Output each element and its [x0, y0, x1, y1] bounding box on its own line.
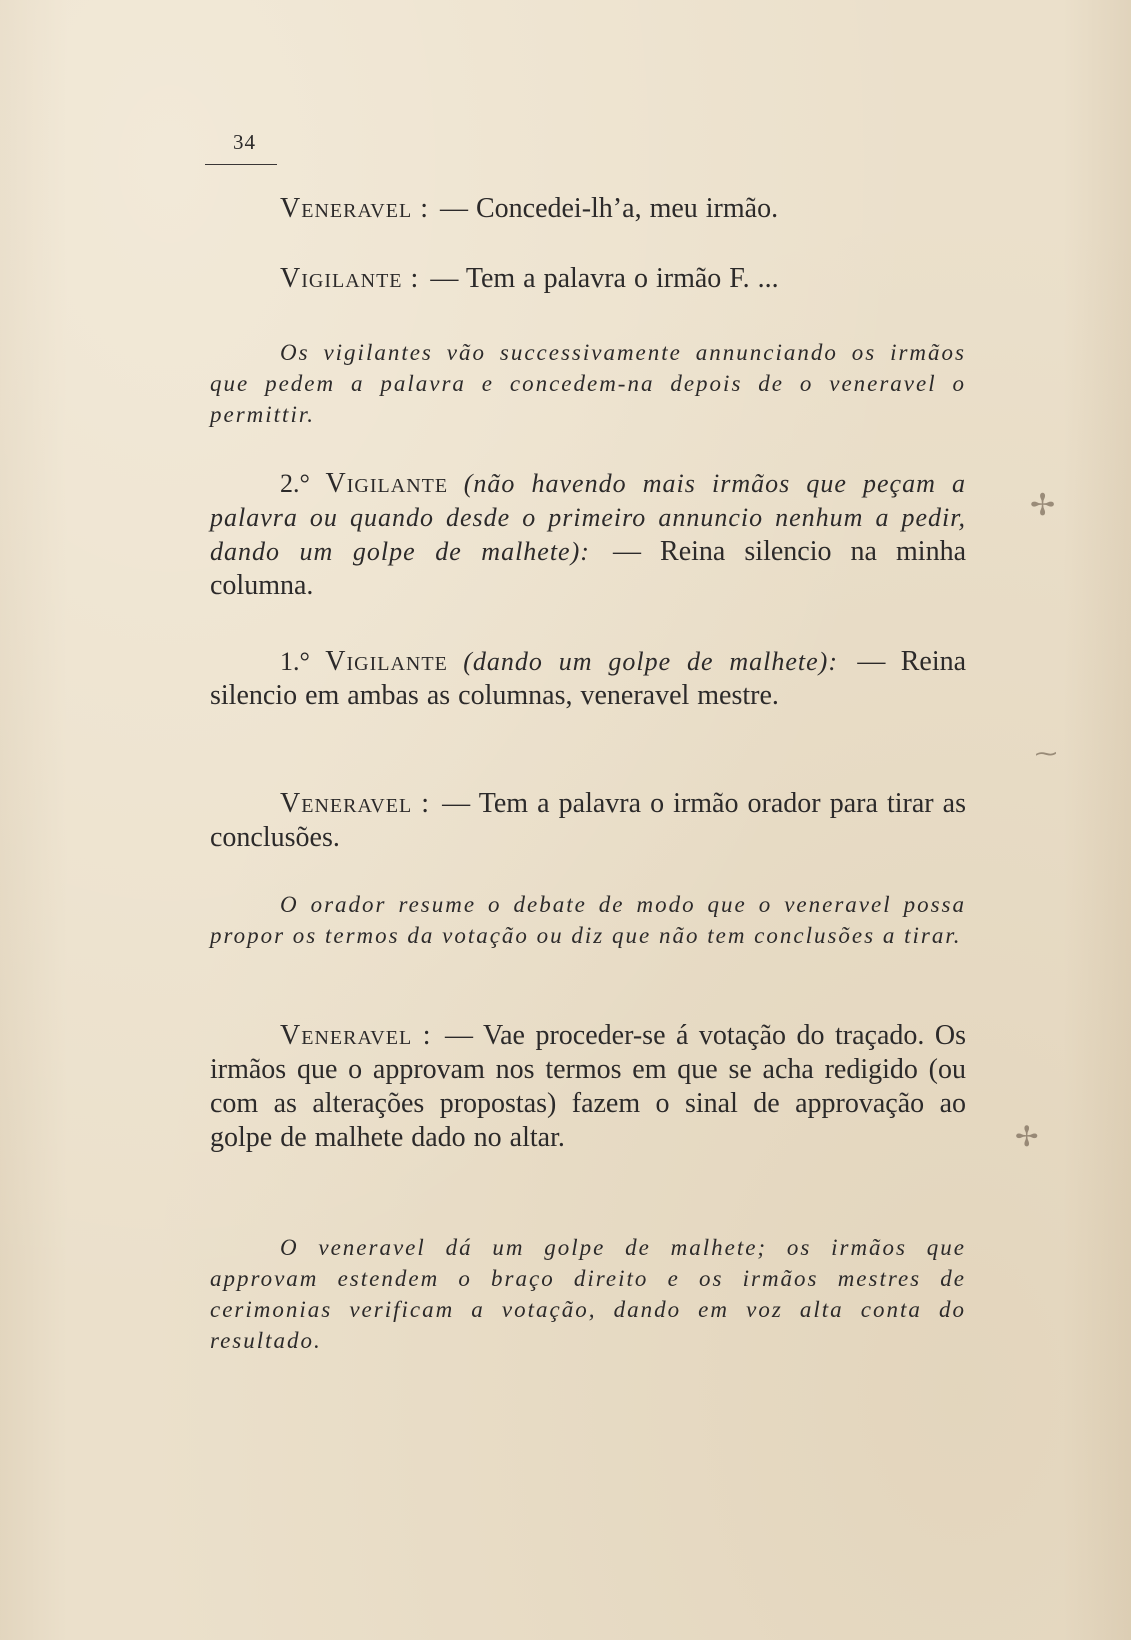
speech-dash: — [439, 193, 468, 224]
speech-text: Reina silencio em ambas as columnas, veneravel mestre. [210, 646, 967, 711]
speech-dash: — [857, 646, 886, 677]
page-number: 34 [233, 130, 256, 154]
speech-dash: — [445, 1020, 473, 1051]
speech-text: Vae proceder-se á votação do traçado. Os irmãos que o approvam nos termos em que se acha redigido (ou com as alterações propostas) fazem o sinal de approvação ao golpe de malhete dado no altar. [210, 1020, 967, 1153]
speaker-name: Vigilante [280, 263, 403, 294]
speech-text: Concedei-lh’a, meu irmão. [475, 193, 779, 224]
speech-dash: — [612, 536, 641, 567]
dialogue-line [210, 467, 966, 603]
dialogue-line [210, 1019, 966, 1155]
ordinal-number: 2.° [280, 469, 310, 498]
dialogue-line [210, 262, 966, 296]
speaker-name: Veneravel [280, 788, 413, 819]
inline-direction: (dando um golpe de malhete): [463, 647, 838, 676]
dialogue-line [210, 645, 966, 713]
speech-text: Reina silencio na minha columna. [210, 536, 967, 601]
stage-direction: O orador resume o debate de modo que o veneravel possa propor os termos da votação ou diz que não tem conclusões a tirar. [210, 892, 966, 948]
page-number-rule [205, 164, 277, 165]
paper-stain-mark: ⁓ [1035, 742, 1057, 767]
paper-stain-mark: ✢ [1030, 488, 1056, 523]
stage-direction: O veneravel dá um golpe de malhete; os irmãos que approvam estendem o braço direito e os irmãos mestres de cerimonias verificam a votação, dando em voz alta conta do resultado. [210, 1235, 966, 1353]
stage-direction: Os vigilantes vão successivamente annunciando os irmãos que pedem a palavra e concedem-na depois de o veneravel o permittir. [210, 340, 966, 427]
speaker-separator: : [410, 263, 419, 294]
inline-direction: (não havendo mais irmãos que peçam a palavra ou quando desde o primeiro annuncio nenhum a pedir, dando um golpe de malhete): [210, 469, 967, 566]
speech-text: Tem a palavra o irmão orador para tirar as conclusões. [210, 788, 967, 853]
speaker-name: Veneravel [280, 1020, 413, 1051]
speaker-name: Vigilante [325, 646, 448, 677]
speaker-separator: : [421, 788, 430, 819]
speaker-name: Veneravel [280, 193, 413, 224]
ordinal-number: 1.° [280, 647, 310, 676]
dialogue-line [210, 787, 966, 855]
speech-dash: — [442, 788, 471, 819]
dialogue-line [210, 192, 966, 226]
speaker-separator: : [420, 193, 428, 224]
paper-stain-mark: ✢ [1015, 1120, 1039, 1153]
speech-text: Tem a palavra o irmão F. ... [465, 263, 779, 294]
speaker-name: Vigilante [325, 468, 449, 499]
speech-dash: — [430, 263, 459, 294]
speaker-separator: : [422, 1020, 431, 1051]
